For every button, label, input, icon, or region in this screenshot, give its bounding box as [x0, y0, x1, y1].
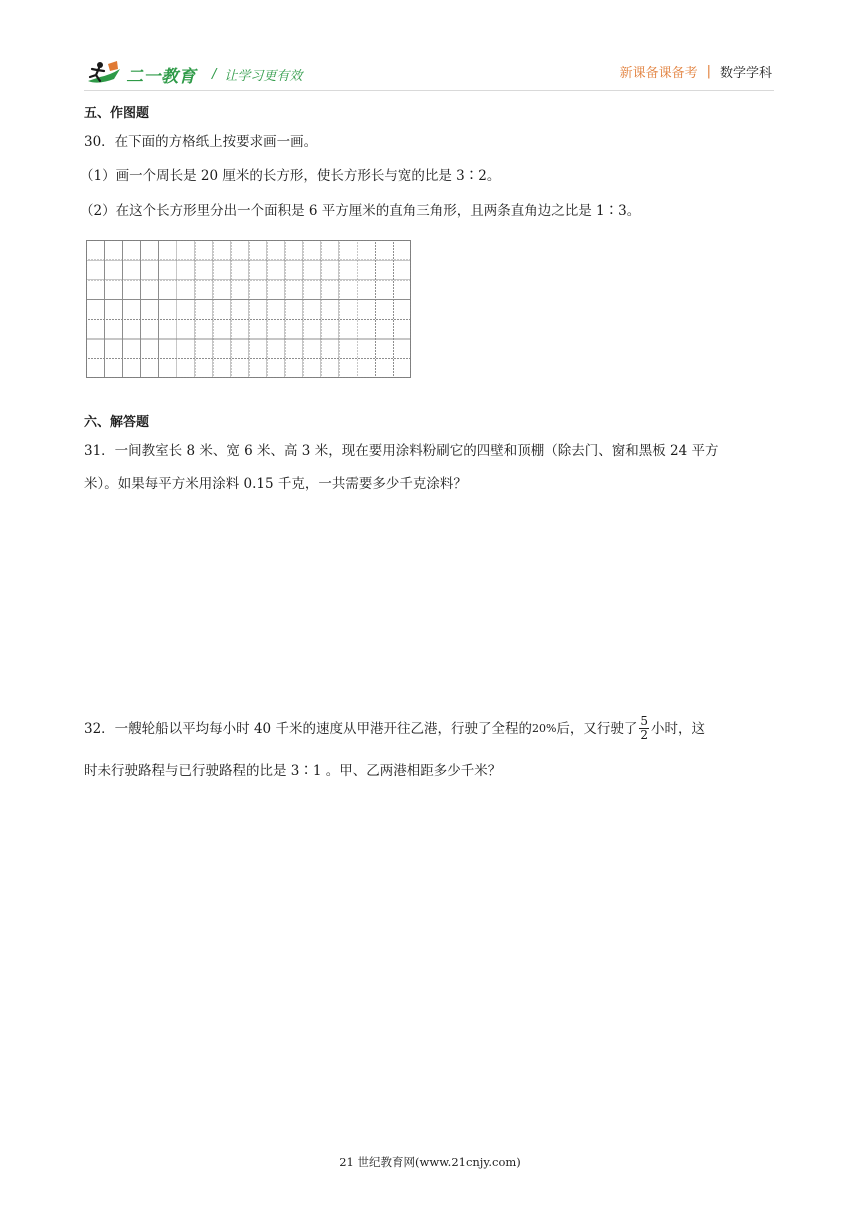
header-subject: 数学学科 [719, 66, 772, 81]
logo-text: 二一教育 [126, 66, 196, 87]
q32-line2: 时未行驶路程与已行驶路程的比是 3∶1 。甲、乙两港相距多少千米？ [84, 763, 502, 779]
fraction-denominator: 2 [640, 728, 649, 742]
q32-percent: 20% [531, 721, 557, 735]
slogan-separator: / [212, 66, 217, 82]
q31-line1: 31．一间教室长 8 米、宽 6 米、高 3 米，现在要用涂料粉刷它的四壁和顶棚（除去门、窗和黑板 24 平方 [84, 443, 719, 459]
q32-line1 [84, 715, 705, 742]
logo [84, 59, 196, 89]
fraction-numerator: 5 [640, 714, 649, 728]
header-brand [84, 58, 302, 90]
slogan: 让学习更有效 [224, 68, 303, 84]
header-divider: | [706, 64, 711, 79]
section6-heading: 六、解答题 [84, 415, 150, 430]
q30-part2: （2）在这个长方形里分出一个面积是 6 平方厘米的直角三角形，且两条直角边之比是 1∶3。 [80, 203, 641, 219]
grid-paper-dotted-overlay [86, 240, 411, 378]
header-rule [84, 90, 774, 91]
q30-part1: （1）画一个周长是 20 厘米的长方形，使长方形长与宽的比是 3∶2。 [80, 168, 501, 184]
q30-stem: 30．在下面的方格纸上按要求画一画。 [84, 134, 318, 150]
section5-heading: 五、作图题 [84, 106, 150, 121]
q32-line1-part-a: 32．一艘轮船以平均每小时 40 千米的速度从甲港开往乙港，行驶了全程的 [84, 720, 532, 737]
q31-line2: 米）。如果每平方米用涂料 0.15 千克，一共需要多少千克涂料？ [84, 476, 467, 492]
q32-fraction [639, 715, 649, 742]
header-right [620, 62, 772, 81]
header-tagline: 新课备课备考 [619, 66, 698, 81]
q32-line1-part-c: 小时，这 [651, 720, 706, 737]
runner-icon [84, 59, 124, 89]
footer-text: 21 世纪教育网(www.21cnjy.com) [339, 1155, 521, 1169]
q32-line1-part-b: 后，又行驶了 [556, 720, 638, 737]
